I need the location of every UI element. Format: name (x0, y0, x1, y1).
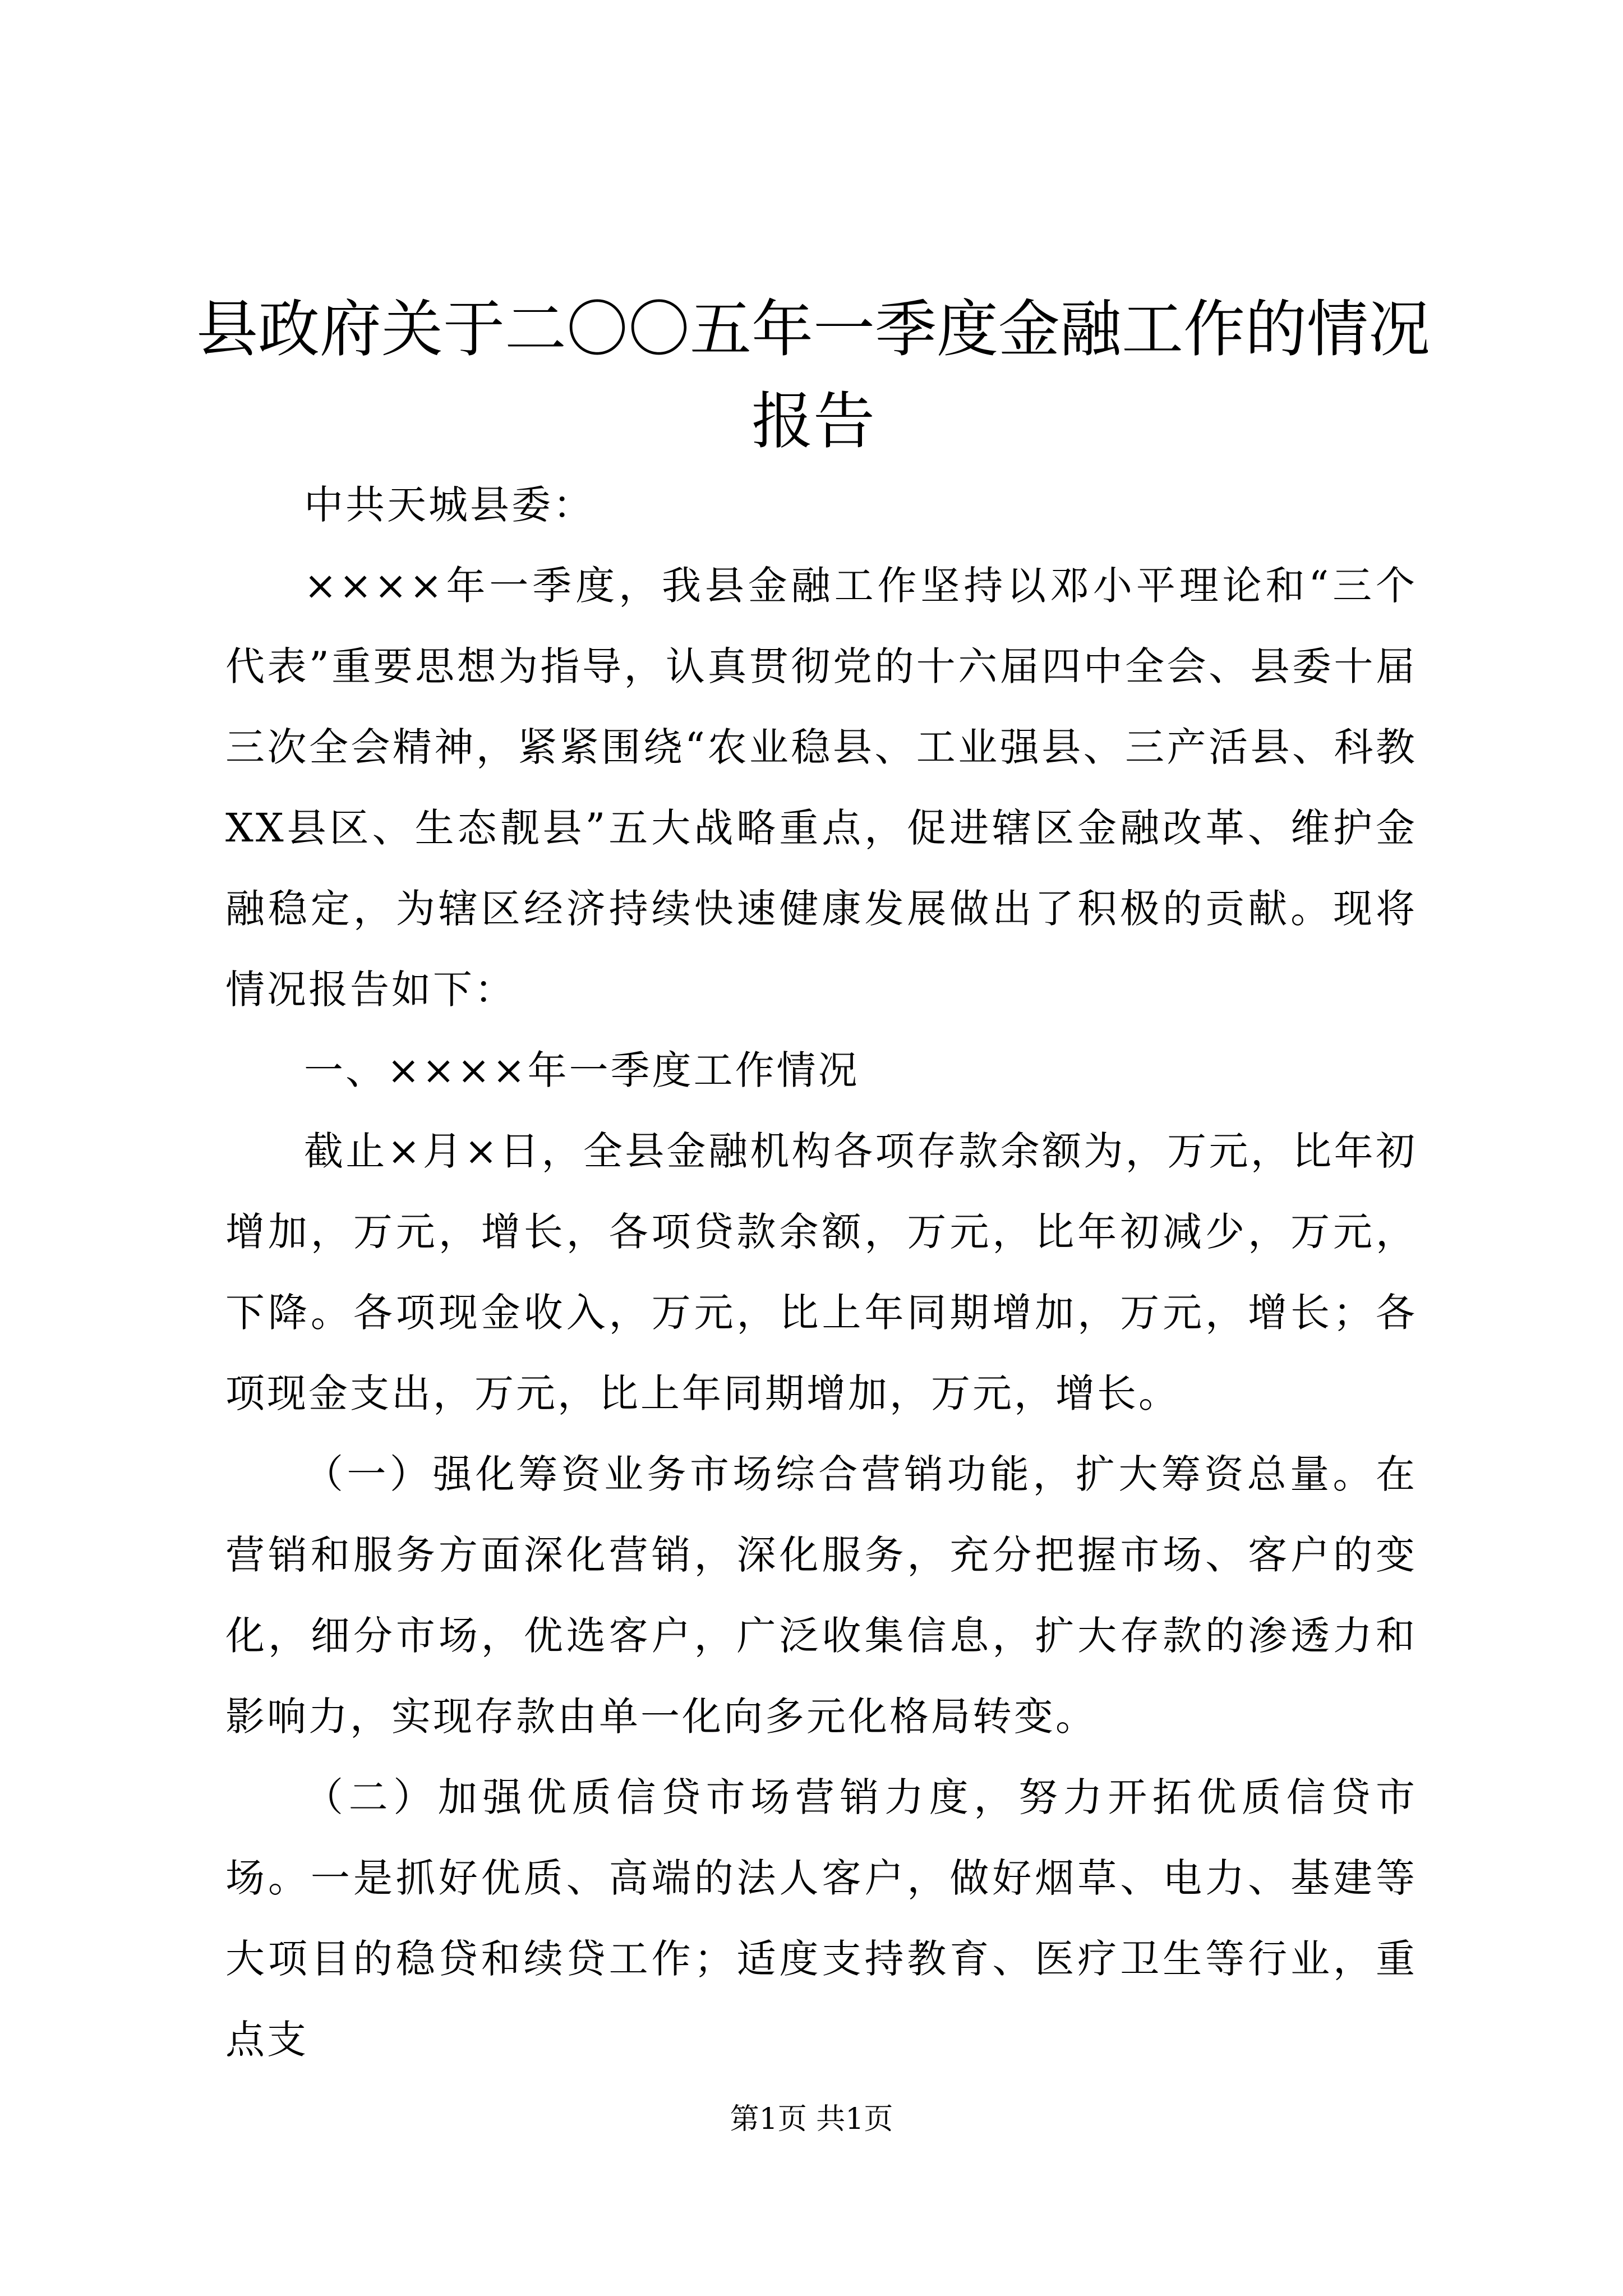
document-body (225, 464, 1417, 2080)
paragraph-statistics: 截止×月×日，全县金融机构各项存款余额为，万元，比年初增加，万元，增长，各项贷款余额，万元，比年初减少，万元，下降。各项现金收入，万元，比上年同期增加，万元，增长；各项现金支出，万元，比上年同期增加，万元，增长。 (225, 1128, 1417, 1416)
paragraph-intro: ××××年一季度，我县金融工作坚持以邓小平理论和“三个代表”重要思想为指导，认真贯彻党的十六届四中全会、县委十届三次全会精神，紧紧围绕“农业稳县、工业强县、三产活县、科教XX县区、生态靓县”五大战略重点，促进辖区金融改革、维护金融稳定，为辖区经济持续快速健康发展做出了积极的贡献。现将情况报告如下： (225, 563, 1417, 1013)
document-title: 县政府关于二〇〇五年一季度金融工作的情况报告 (196, 293, 1430, 457)
paragraph-item-1: （一）强化筹资业务市场综合营销功能，扩大筹资总量。在营销和服务方面深化营销，深化服务，充分把握市场、客户的变化，细分市场，优选客户，广泛收集信息，扩大存款的渗透力和影响力，实现存款由单一化向多元化格局转变。 (225, 1451, 1417, 1740)
paragraph-item-2: （二）加强优质信贷市场营销力度，努力开拓优质信贷市场。一是抓好优质、高端的法人客户，做好烟草、电力、基建等大项目的稳贷和续贷工作；适度支持教育、医疗卫生等行业，重点支 (225, 1774, 1417, 2063)
section-heading: 一、××××年一季度工作情况 (304, 1047, 860, 1093)
page-footer: 第1页 共1页 (730, 2102, 893, 2136)
salutation: 中共天城县委： (304, 482, 594, 528)
